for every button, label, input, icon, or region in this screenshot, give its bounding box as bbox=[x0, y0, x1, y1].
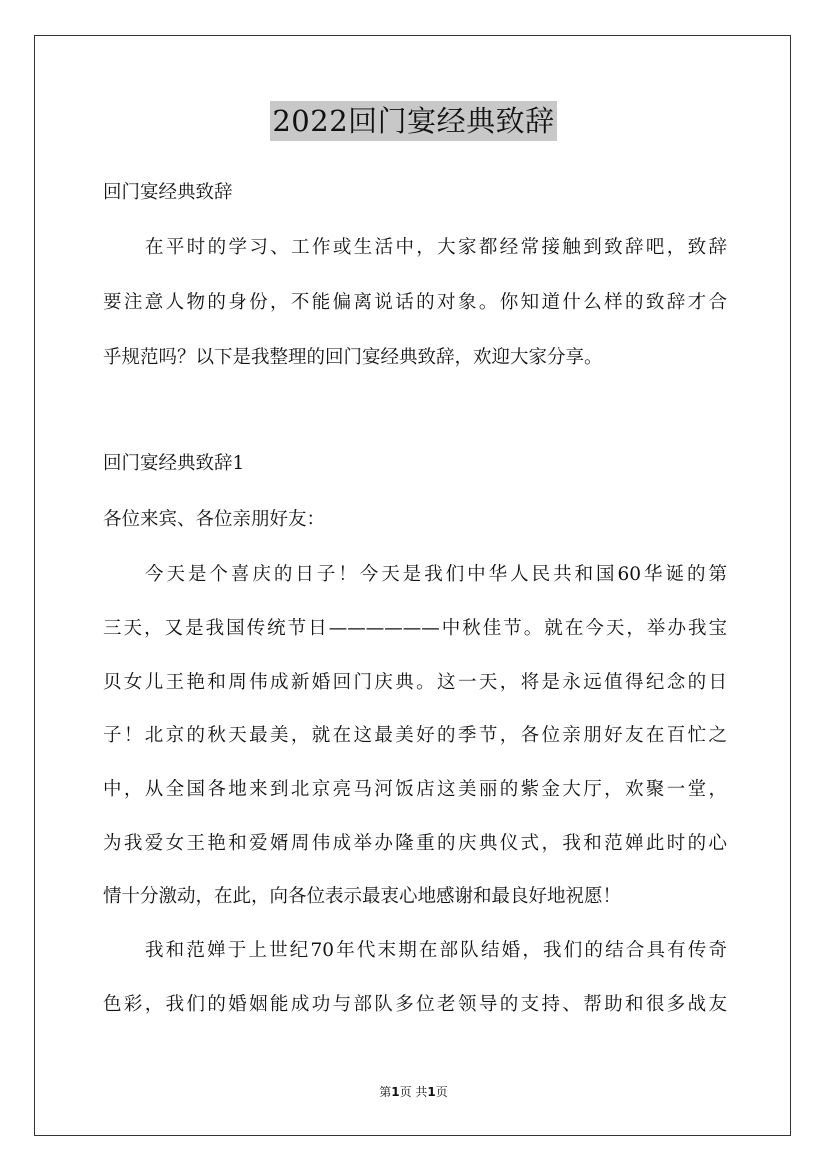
paragraph2-line-1: 我和范婵于上世纪70年代末期在部队结婚，我们的结合具有传奇 bbox=[145, 940, 727, 961]
footer-page-mid: 页 共 bbox=[399, 1085, 428, 1099]
intro-line-3: 乎规范吗？以下是我整理的回门宴经典致辞，欢迎大家分享。 bbox=[103, 347, 603, 368]
section-heading: 回门宴经典致辞1 bbox=[103, 453, 245, 474]
intro-line-2: 要注意人物的身份，不能偏离说话的对象。你知道什么样的致辞才合 bbox=[103, 292, 727, 313]
footer-page-current: 1 bbox=[391, 1085, 400, 1099]
paragraph1-line-6: 为我爱女王艳和爱婿周伟成举办隆重的庆典仪式，我和范婵此时的心 bbox=[103, 833, 727, 854]
footer-page-prefix: 第 bbox=[379, 1085, 392, 1099]
paragraph1-line-3: 贝女儿王艳和周伟成新婚回门庆典。这一天，将是永远值得纪念的日 bbox=[103, 672, 727, 693]
footer-page-total: 1 bbox=[427, 1085, 436, 1099]
footer-page-suffix: 页 bbox=[435, 1085, 448, 1099]
paragraph1-line-5: 中，从全国各地来到北京亮马河饭店这美丽的紫金大厅，欢聚一堂， bbox=[103, 779, 727, 800]
paragraph1-line-2: 三天，又是我国传统节日——————中秋佳节。就在今天，举办我宝 bbox=[103, 618, 727, 639]
document-title: 2022回门宴经典致辞 bbox=[270, 101, 556, 141]
page-footer bbox=[0, 1084, 827, 1100]
paragraph1-line-7: 情十分激动，在此，向各位表示最衷心地感谢和最良好地祝愿！ bbox=[103, 886, 622, 907]
paragraph1-line-4: 子！北京的秋天最美，就在这最美好的季节，各位亲朋好友在百忙之 bbox=[103, 725, 727, 746]
subtitle: 回门宴经典致辞 bbox=[103, 182, 233, 203]
title-container bbox=[0, 101, 827, 141]
intro-line-1: 在平时的学习、工作或生活中，大家都经常接触到致辞吧，致辞 bbox=[145, 237, 727, 258]
greeting: 各位来宾、各位亲朋好友： bbox=[103, 509, 326, 530]
paragraph1-line-1: 今天是个喜庆的日子！今天是我们中华人民共和国60华诞的第 bbox=[145, 564, 727, 585]
paragraph2-line-2: 色彩，我们的婚姻能成功与部队多位老领导的支持、帮助和很多战友 bbox=[103, 994, 727, 1015]
